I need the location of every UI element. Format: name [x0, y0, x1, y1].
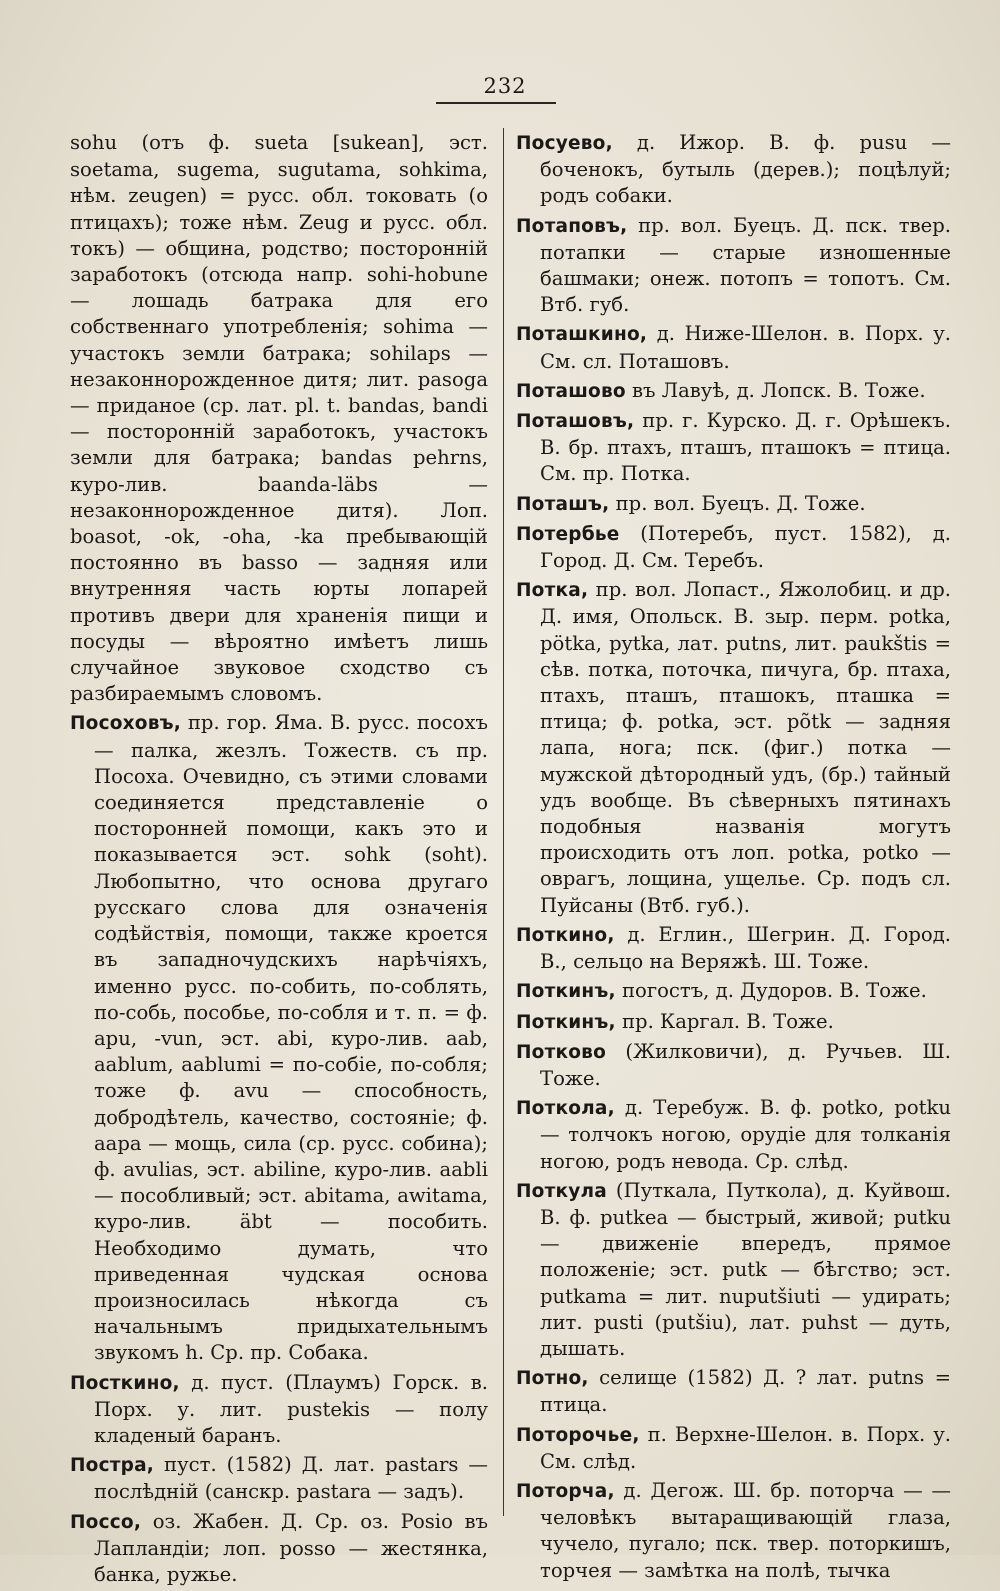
- dictionary-entry: [70, 1509, 488, 1589]
- entry-headword: Поткинъ,: [516, 981, 616, 1003]
- dictionary-entry: [516, 978, 951, 1005]
- entry-text: пр. Каргал. В. Тоже.: [615, 1009, 834, 1033]
- entry-headword: Поташкино,: [516, 324, 648, 346]
- entry-headword: Потно,: [516, 1368, 589, 1390]
- entry-headword: Посоховъ,: [70, 713, 181, 735]
- entry-headword: Потка,: [516, 580, 589, 602]
- entry-text: sohu (отъ ф. sueta [sukean], эст. soetama, sugema, sugutama, sohkima, нѣм. zeugen) = русс. обл. токовать (о птицахъ); тоже нѣм. Zeug и русс. обл. токъ) — община, родство; посторонній заработокъ (отсюда напр. sohi-hobune — лошадь батрака для его собственнаго употребленія; sohima — участокъ земли батрака; sohilaps — незаконнорожденное дитя; лит. pasoga — приданое (ср. лат. pl. t. bandas, bandi — посторонній заработокъ, участокъ земли для батрака; bandas pehrns, куро-лив. baanda-läbs — незаконнорожденное дитя). Лоп. boasot, -ok, -oha, -ka пребывающій постоянно въ basso — задняя или внутренняя часть юрты лопарей противъ двери для храненія пищи и посуды — вѣроятно имѣетъ лишь случайное звуковое сходство съ разбираемымъ словомъ.: [70, 131, 488, 706]
- entry-headword: Потаповъ,: [516, 215, 628, 237]
- entry-text: оз. Жабен. Д. Ср. оз. Posio въ Лапландіи; лоп. posso — жестянка, банка, ружье.: [94, 1509, 488, 1586]
- entry-text: (Потеребъ, пуст. 1582), д. Город. Д. См. Теребъ.: [540, 521, 951, 573]
- entry-text: д. Еглин., Шегрин. Д. Город. В., сельцо на Веряжѣ. Ш. Тоже.: [540, 922, 951, 974]
- dictionary-entry: [516, 1095, 951, 1175]
- entry-headword: Поташъ,: [516, 493, 610, 515]
- entry-text: въ Лавуѣ, д. Лопск. В. Тоже.: [625, 378, 926, 402]
- entry-text: пр. вол. Буецъ. Д. пск. твер. потапки — старые изношенные башмаки; онеж. потопъ = топотъ. См. Втб. губ.: [540, 213, 951, 317]
- entry-headword: Посткино,: [70, 1372, 180, 1394]
- dictionary-entry: [516, 1178, 951, 1362]
- dictionary-entry: [516, 378, 951, 405]
- entry-headword: Поташовъ,: [516, 411, 635, 433]
- entry-headword: Потербье: [516, 523, 620, 545]
- right-column: [516, 130, 951, 1587]
- dictionary-entry: [516, 408, 951, 488]
- dictionary-entry: [70, 1452, 488, 1505]
- page-number-text: 232: [483, 74, 527, 98]
- entry-text: пр. гор. Яма. В. русс. посохъ — палка, жезлъ. Тожеств. съ пр. Посоха. Очевидно, съ этими словами соединяется представленіе о посторонней помощи, какъ это и показывается эст. sohk (soht). Любопытно, что основа другаго русскаго слова для означенія содѣйствія, помощи, также кроется въ западночудскихъ нарѣчіяхъ, именно русс. по-собить, по-соблять, по-собь, пособье, по-собля и т. п. = ф. apu, -vun, эст. abi, куро-лив. aab, aablum, aablumi = по-собіе, по-собля; тоже ф. avu — способность, добродѣтель, качество, состояніе; ф. aapa — мощь, сила (ср. русс. собина); ф. avulias, эст. abiline, куро-лив. aabli — пособливый; эст. abitama, awitama, куро-лив. äbt — пособить. Необходимо думать, что приведенная чудская основа произносилась нѣкогда съ начальнымъ придыхательнымъ звукомъ h. Ср. пр. Собака.: [94, 711, 488, 1365]
- entry-headword: Потково: [516, 1041, 606, 1063]
- entry-text: д. Ижор. В. ф. pusu — боченокъ, бутыль (дерев.); поцѣлуй; родъ собаки.: [540, 131, 951, 208]
- entry-text: д. пуст. (Плаумъ) Горск. в. Порх. у. лит. pustekis — полу кладеный баранъ.: [94, 1370, 488, 1447]
- entry-text: (Путкала, Путкола), д. Куйвош. В. ф. putkea — быстрый, живой; putku — движеніе впередъ, прямое положеніе; эст. putk — бѣгство; эст. putkama = лит. nuputšiuti — удирать; лит. pusti (putšiu), лат. puhst — дуть, дышать.: [540, 1178, 951, 1360]
- entry-headword: Поташово: [516, 380, 626, 402]
- dictionary-entry: [516, 1365, 951, 1418]
- dictionary-entry: [516, 491, 951, 518]
- entry-headword: Посуево,: [516, 133, 613, 154]
- dictionary-entry: [516, 1478, 951, 1584]
- entry-headword: Потколa,: [516, 1098, 615, 1120]
- column-divider: [503, 128, 504, 1516]
- dictionary-entry: [516, 577, 951, 919]
- entry-text: п. Верхне-Шелон. в. Порх. у. См. слѣд.: [540, 1422, 951, 1473]
- dictionary-entry: [516, 1422, 951, 1475]
- entry-text: д. Ниже-Шелон. в. Порх. у. См. сл. Поташовъ.: [540, 322, 951, 373]
- page-number: [0, 74, 1000, 98]
- left-column: [70, 130, 488, 1591]
- dictionary-entry: [516, 130, 951, 210]
- entry-headword: Поторочье,: [516, 1424, 640, 1446]
- entry-text: селище (1582) Д. ? лат. putns = птица.: [540, 1366, 951, 1417]
- entry-text: пр. г. Курско. Д. г. Орѣшекъ. В. бр. птахъ, пташъ, пташокъ = птица. См. пр. Потка.: [540, 409, 951, 486]
- dictionary-entry: [516, 1039, 951, 1092]
- entry-text: пр. вол. Лопаст., Яжолобиц. и др. Д. имя, Опольск. В. зыр. перм. potka, pötka, pytka, лат. putns, лит. paukštis = сѣв. потка, поточка, пичуга, бр. птаха, птахъ, пташъ, пташокъ, пташка = птица; ф. potka, эст. põtk — задняя лапа, нога; пск. (фиг.) потка — мужской дѣтородный удъ, (бр.) тайный удъ вообще. Въ сѣверныхъ пятинахъ подобныя названія могутъ происходить отъ лоп. potka, potko — оврагъ, лощина, ущелье. Ср. подъ сл. Пуйсаны (Втб. губ.).: [540, 578, 951, 917]
- entry-text: пр. вол. Буецъ. Д. Тоже.: [609, 491, 866, 515]
- entry-headword: Поторча,: [516, 1480, 615, 1502]
- entry-headword: Поткино,: [516, 924, 615, 946]
- entry-headword: Постра,: [70, 1455, 155, 1477]
- dictionary-entry: [516, 521, 951, 574]
- dictionary-entry: [516, 1009, 951, 1036]
- entry-text: д. Теребуж. В. ф. potko, potku — толчокъ ногою, орудіе для толканія ногою, родъ невода. Ср. слѣд.: [540, 1096, 951, 1173]
- entry-headword: Поссо,: [70, 1511, 142, 1533]
- header-rule: [436, 102, 556, 104]
- dictionary-entry: [70, 1370, 488, 1450]
- dictionary-entry: [70, 130, 488, 707]
- dictionary-entry: [516, 213, 951, 319]
- entry-text: погостъ, д. Дудоров. В. Тоже.: [615, 979, 927, 1003]
- dictionary-entry: [516, 922, 951, 975]
- entry-text: пуст. (1582) Д. лат. pastars — послѣдній (санскр. pastara — задъ).: [94, 1453, 488, 1504]
- entry-text: (Жилковичи), д. Ручьев. Ш. Тоже.: [540, 1039, 951, 1090]
- dictionary-entry: [70, 710, 488, 1366]
- entry-headword: Поткинъ,: [516, 1011, 616, 1033]
- entry-text: д. Дегож. Ш. бр. поторча — — человѣкъ вытаращивающій глаза, чучело, пугало; пск. твер. поторкишъ, торчея — замѣтка на полѣ, тычка: [540, 1478, 951, 1582]
- entry-headword: Поткула: [516, 1180, 607, 1202]
- dictionary-entry: [516, 321, 951, 374]
